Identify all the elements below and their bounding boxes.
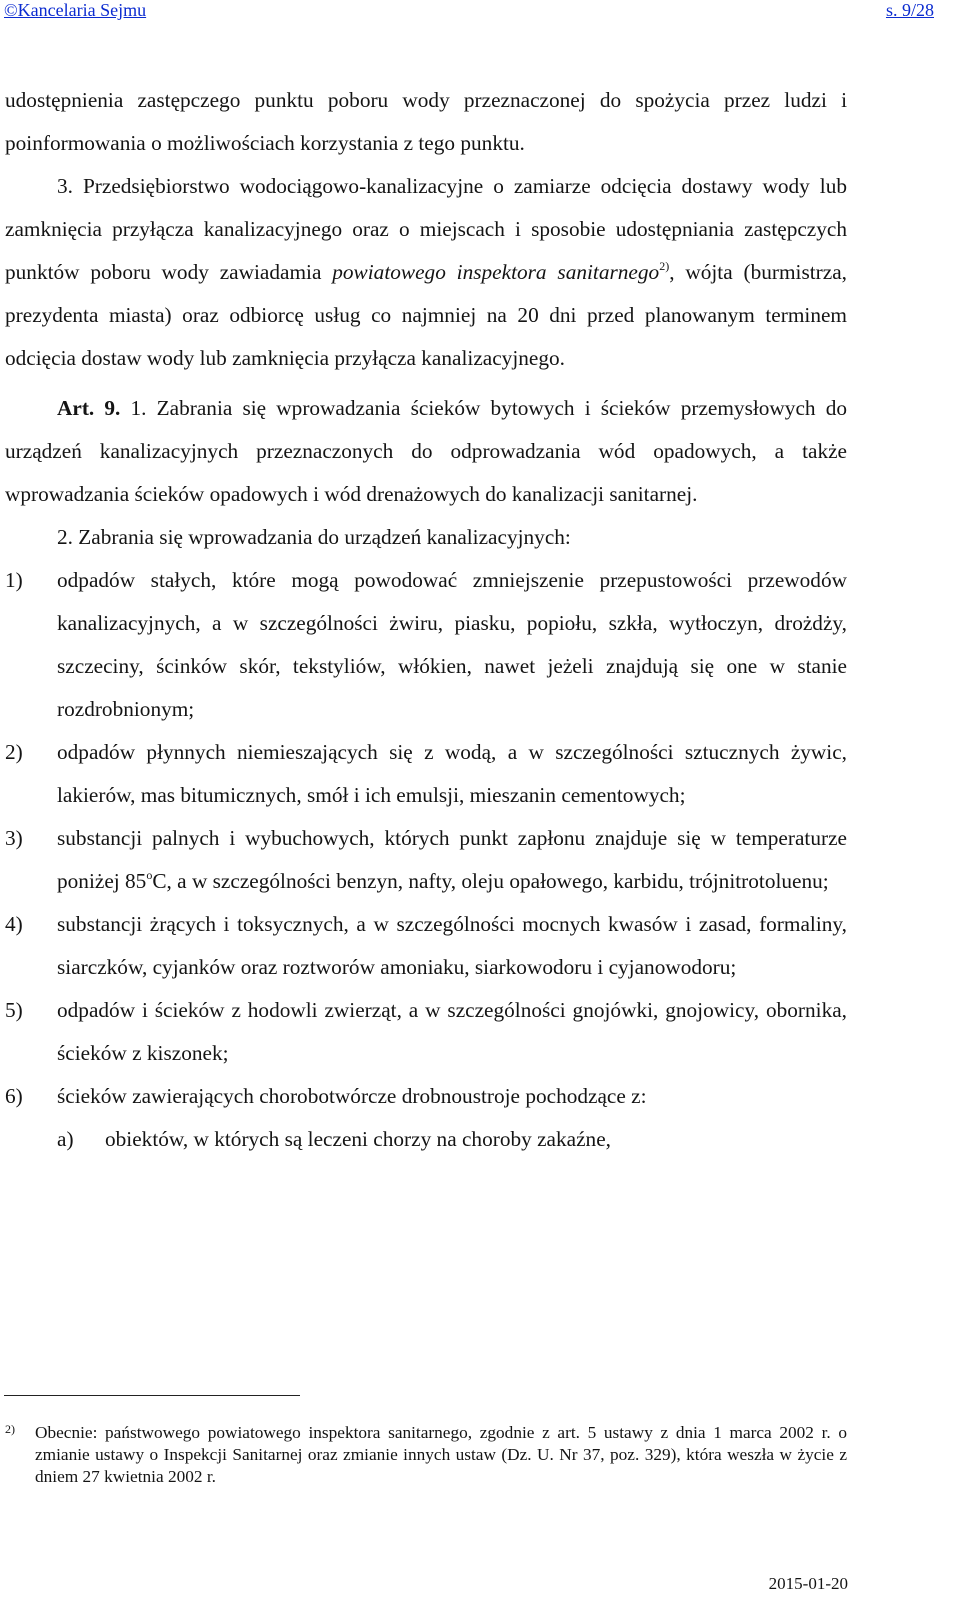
paragraph-3: 3. Przedsiębiorstwo wodociągowo-kanalizacyjne o zamiarze odcięcia dostawy wody lub zamknięcia przyłącza kanalizacyjnego oraz o miejscach i sposobie udostępniania zastępczych punktów poboru wody zawiadamia powiatowego inspektora sanitarnego$^{2)}$, wójta (burmistrza, prezydenta miasta) oraz odbiorcę usług co najmniej na 20 dni przed planowanym terminem odcięcia dostaw wody lub zamknięcia przyłącza kanalizacyjnego. bbox=[5, 174, 847, 370]
list-item-3: 3) substancji palnych i wybuchowych, których punkt zapłonu znajduje się w temperaturze poniżej 85$^o$C, a w szczególności benzyn, nafty, oleju opałowego, karbidu, trójnitrotoluenu; bbox=[5, 826, 847, 893]
source-link[interactable]: ©Kancelaria Sejmu bbox=[4, 0, 147, 20]
footnote-ref[interactable]: 2) bbox=[659, 259, 670, 273]
list-item-4: 4) substancji żrących i toksycznych, a w szczególności mocnych kwasów i zasad, formaliny, siarczków, cyjanków oraz roztworów amoniaku, siarkowodoru i cyjanowodoru; bbox=[5, 912, 847, 979]
page-header bbox=[4, 0, 934, 24]
document-body bbox=[5, 79, 847, 1161]
article-heading: Art. 9. bbox=[57, 396, 121, 420]
italic-authority: powiatowego inspektora sanitarnego bbox=[332, 260, 660, 284]
footnote-text: Obecnie: państwowego powiatowego inspektora sanitarnego, zgodnie z art. 5 ustawy z dnia 1 marca 2002 r. o zmianie ustawy o Inspekcji Sanitarnej oraz zmianie innych ustaw (Dz. U. Nr 37, poz. 329), która weszła w życie z dniem 27 kwietnia 2002 r. bbox=[35, 1423, 847, 1486]
list-item-5: 5) odpadów i ścieków z hodowli zwierząt, a w szczególności gnojówki, gnojowicy, obornika, ścieków z kiszonek; bbox=[5, 998, 847, 1065]
footnote-number: 2) bbox=[5, 1422, 15, 1436]
list-item-6: 6) ścieków zawierających chorobotwórcze drobnoustroje pochodzące z: bbox=[5, 1084, 647, 1108]
art-9-paragraph-2: 2. Zabrania się wprowadzania do urządzeń kanalizacyjnych: bbox=[57, 525, 571, 549]
footnote-divider bbox=[4, 1395, 300, 1396]
sub-item-a: a) obiektów, w których są leczeni chorzy na choroby zakaźne, bbox=[57, 1127, 611, 1151]
page-number-link[interactable]: s. 9/28 bbox=[885, 0, 934, 20]
list-item-1: 1) odpadów stałych, które mogą powodować zmniejszenie przepustowości przewodów kanalizacyjnych, a w szczególności żwiru, piasku, popiołu, szkła, wytłoczyn, drożdży, szczeciny, ścinków skór, tekstyliów, włókien, nawet jeżeli znajdują się one w stanie rozdrobnionym; bbox=[5, 568, 847, 721]
list-item-2: 2) odpadów płynnych niemieszających się z wodą, a w szczególności sztucznych żywic, lakierów, mas bitumicznych, smół i ich emulsji, mieszanin cementowych; bbox=[5, 740, 847, 807]
continuation-paragraph: udostępnienia zastępczego punktu poboru wody przeznaczonej do spożycia przez ludzi i poinformowania o możliwościach korzystania z tego punktu. bbox=[5, 88, 847, 155]
art-9-paragraph-1: Art. 9. 1. Zabrania się wprowadzania ścieków bytowych i ścieków przemysłowych do urządzeń kanalizacyjnych przeznaczonych do odprowadzania wód opadowych, a także wprowadzania ścieków opadowych i wód drenażowych do kanalizacji sanitarnej. bbox=[5, 396, 847, 506]
footnote bbox=[5, 1422, 847, 1488]
document-date: 2015-01-20 bbox=[768, 1574, 848, 1593]
